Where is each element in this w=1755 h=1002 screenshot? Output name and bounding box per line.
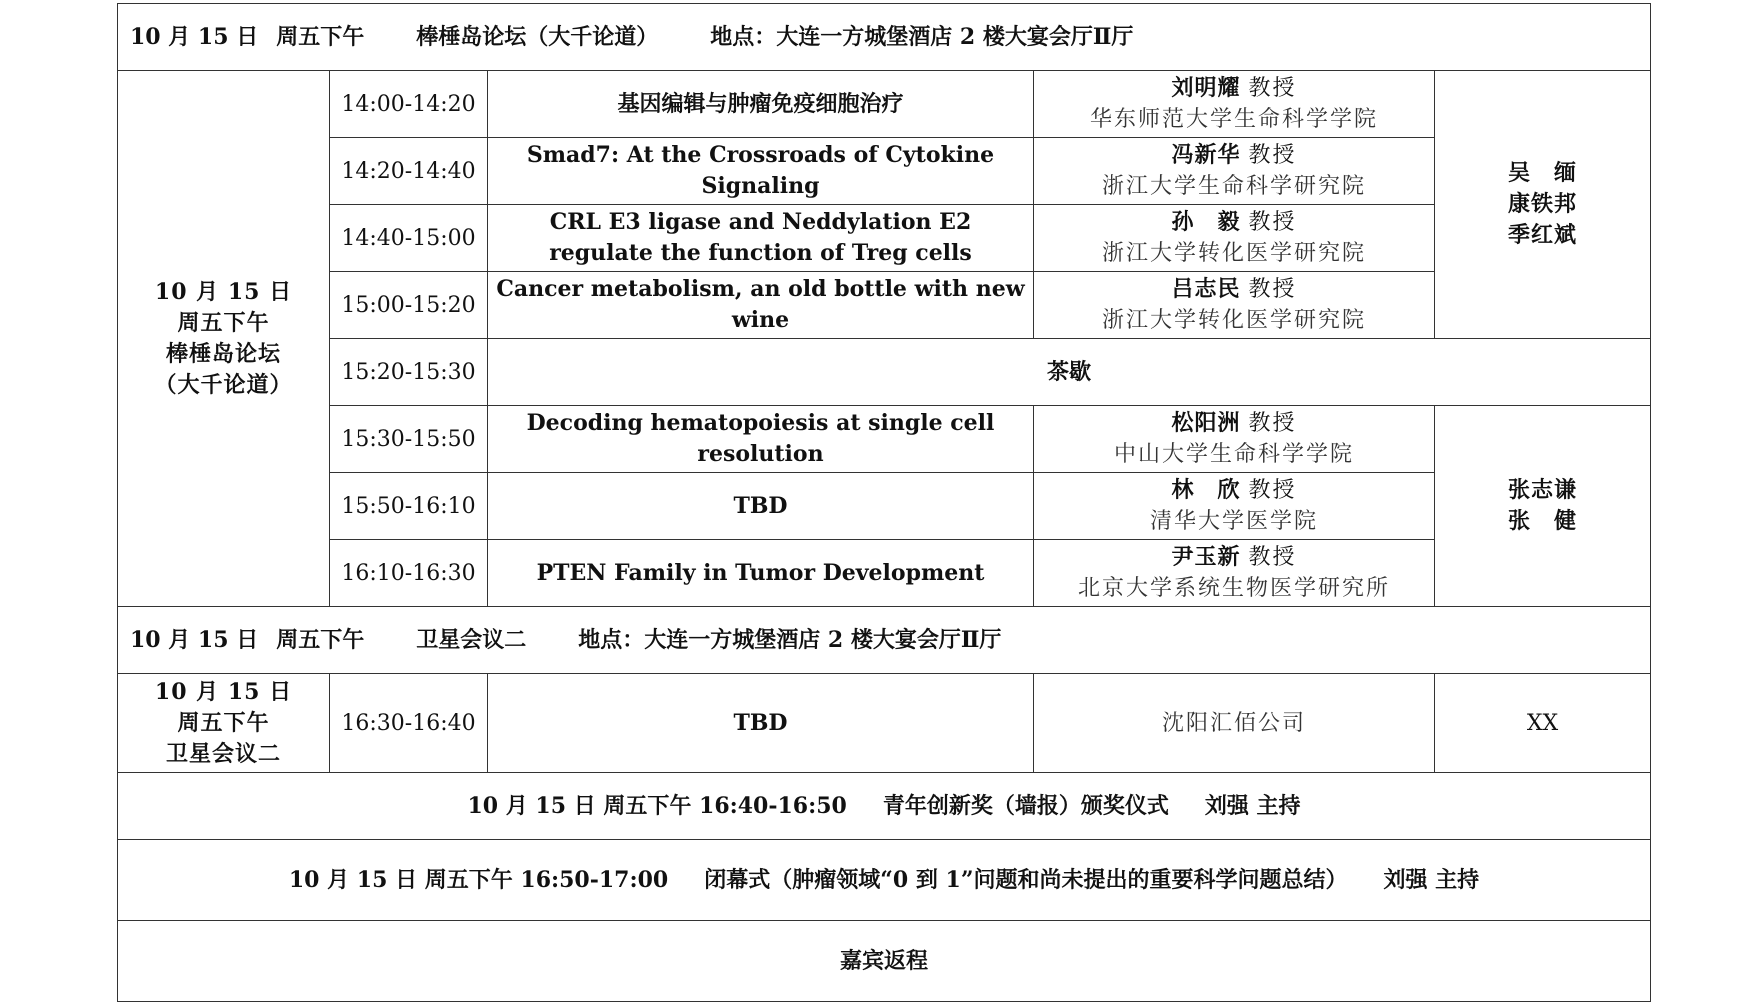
table-row [118, 272, 1651, 339]
talk-time: 15:50-16:10 [330, 473, 488, 540]
session1-venue: 地点：大连一方城堡酒店 2 楼大宴会厅Ⅱ厅 [710, 23, 1134, 50]
speaker-rank: 教授 [1248, 277, 1297, 302]
closing-row [118, 840, 1651, 921]
return-label: 嘉宾返程 [118, 921, 1651, 1002]
table-row [118, 71, 1651, 138]
talk-title: Cancer metabolism, an old bottle with new wine [488, 272, 1034, 339]
break-label: 茶歇 [488, 339, 1651, 406]
table-row [118, 674, 1651, 773]
speaker-name: 刘明耀 [1171, 75, 1241, 101]
closing-cell [118, 840, 1651, 921]
speaker-affiliation: 清华大学医学院 [1149, 509, 1318, 534]
speaker-cell [1034, 205, 1435, 272]
speaker-affiliation: 浙江大学生命科学研究院 [1101, 174, 1366, 199]
speaker-cell [1034, 406, 1435, 473]
session1-forum: 棒棰岛论坛（大千论道） [416, 23, 659, 50]
table-row [118, 406, 1651, 473]
session2-company: 沈阳汇佰公司 [1034, 674, 1435, 773]
speaker-name: 孙 毅 [1171, 209, 1241, 235]
table-row [118, 205, 1651, 272]
speaker-affiliation: 北京大学系统生物医学研究所 [1077, 576, 1390, 601]
break-time: 15:20-15:30 [330, 339, 488, 406]
speaker-rank: 教授 [1248, 76, 1297, 101]
closing-event: 闭幕式（肿瘤领域“0 到 1”问题和尚未提出的重要科学问题总结） [704, 866, 1348, 893]
speaker-rank: 教授 [1248, 143, 1297, 168]
talk-time: 14:20-14:40 [330, 138, 488, 205]
speaker-cell [1034, 473, 1435, 540]
session1-chairs-1: 吴 缅 康铁邦 季红斌 [1435, 71, 1651, 339]
speaker-affiliation: 华东师范大学生命科学学院 [1089, 107, 1378, 132]
session2-title: TBD [488, 674, 1034, 773]
talk-time: 15:30-15:50 [330, 406, 488, 473]
award-host: 刘强 主持 [1204, 792, 1301, 819]
session2-date: 10 月 15 日 [130, 626, 259, 653]
talk-title: Smad7: At the Crossroads of Cytokine Signaling [488, 138, 1034, 205]
talk-time: 14:00-14:20 [330, 71, 488, 138]
schedule-table [117, 3, 1651, 1002]
talk-title: CRL E3 ligase and Neddylation E2 regulate the function of Treg cells [488, 205, 1034, 272]
award-event: 青年创新奖（墙报）颁奖仪式 [882, 792, 1169, 819]
award-cell [118, 773, 1651, 840]
closing-host: 刘强 主持 [1383, 866, 1480, 893]
speaker-cell [1034, 71, 1435, 138]
talk-title: Decoding hematopoiesis at single cell resolution [488, 406, 1034, 473]
session2-weekday: 周五下午 [276, 626, 365, 653]
award-datetime: 10 月 15 日 周五下午 16:40-16:50 [467, 792, 847, 819]
speaker-cell [1034, 272, 1435, 339]
talk-time: 16:10-16:30 [330, 540, 488, 607]
session2-venue: 地点：大连一方城堡酒店 2 楼大宴会厅Ⅱ厅 [578, 626, 1002, 653]
speaker-name: 林 欣 [1171, 477, 1241, 503]
speaker-rank: 教授 [1248, 411, 1297, 436]
speaker-affiliation: 浙江大学转化医学研究院 [1101, 308, 1366, 333]
session1-header-row [118, 4, 1651, 71]
table-row [118, 339, 1651, 406]
talk-title: 基因编辑与肿瘤免疫细胞治疗 [488, 71, 1034, 138]
table-row [118, 473, 1651, 540]
session2-chair: XX [1435, 674, 1651, 773]
talk-title: TBD [488, 473, 1034, 540]
speaker-affiliation: 浙江大学转化医学研究院 [1101, 241, 1366, 266]
speaker-name: 松阳洲 [1171, 410, 1241, 436]
speaker-name: 冯新华 [1171, 142, 1241, 168]
closing-datetime: 10 月 15 日 周五下午 16:50-17:00 [288, 866, 669, 893]
speaker-cell [1034, 138, 1435, 205]
return-row [118, 921, 1651, 1002]
session2-header [118, 607, 1651, 674]
table-row [118, 138, 1651, 205]
talk-title: PTEN Family in Tumor Development [488, 540, 1034, 607]
session2-time: 16:30-16:40 [330, 674, 488, 773]
session2-forum: 卫星会议二 [416, 626, 527, 653]
speaker-affiliation: 中山大学生命科学学院 [1113, 442, 1354, 467]
speaker-rank: 教授 [1248, 210, 1297, 235]
speaker-rank: 教授 [1248, 545, 1297, 570]
session1-chairs-2: 张志谦 张 健 [1435, 406, 1651, 607]
session1-side-label: 10 月 15 日 周五下午 棒棰岛论坛 （大千论道） [118, 71, 330, 607]
speaker-rank: 教授 [1248, 478, 1297, 503]
talk-time: 14:40-15:00 [330, 205, 488, 272]
table-row [118, 540, 1651, 607]
award-row [118, 773, 1651, 840]
session1-header [118, 4, 1651, 71]
session1-weekday: 周五下午 [276, 23, 365, 50]
talk-time: 15:00-15:20 [330, 272, 488, 339]
speaker-name: 尹玉新 [1171, 544, 1241, 570]
session1-date: 10 月 15 日 [130, 23, 259, 50]
speaker-cell [1034, 540, 1435, 607]
session2-side-label: 10 月 15 日 周五下午 卫星会议二 [118, 674, 330, 773]
session2-header-row [118, 607, 1651, 674]
speaker-name: 吕志民 [1171, 276, 1241, 302]
